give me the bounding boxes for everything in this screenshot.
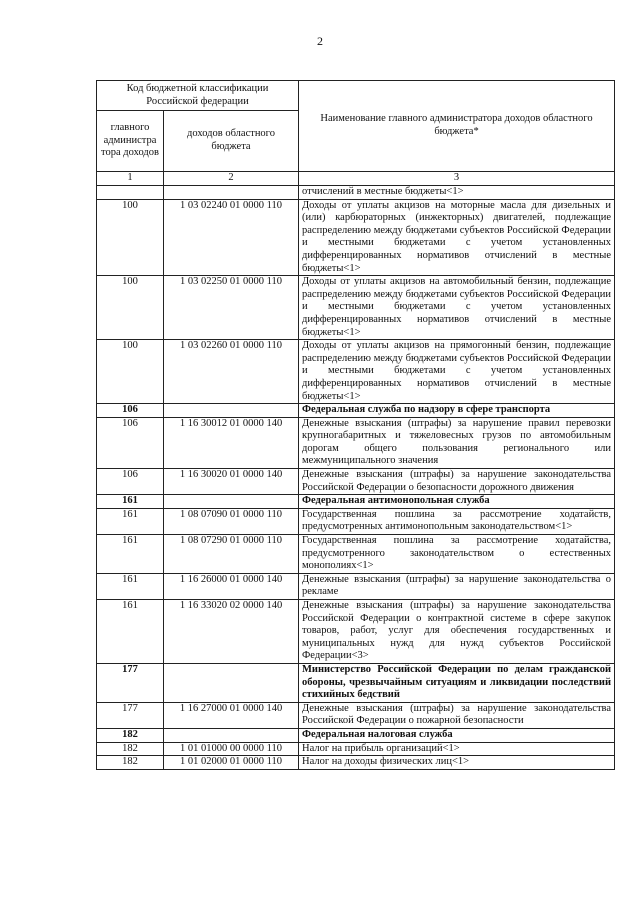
income-code-cell: [164, 495, 299, 509]
table-body: [97, 81, 615, 770]
income-name-cell: Денежные взыскания (штрафы) за нарушение законодательства Российской Федерации о контрактной системе в сфере закупок товаров, работ, услуг для обеспечения государственных и муниципальных нужд для нужд субъектов Российской Федерации<3>: [299, 600, 615, 664]
income-code-cell: 1 16 26000 01 0000 140: [164, 573, 299, 599]
income-code-cell: [164, 663, 299, 702]
income-code-cell: [164, 404, 299, 418]
admin-code-cell: 177: [97, 702, 164, 728]
income-name-cell: Денежные взыскания (штрафы) за нарушение законодательства о рекламе: [299, 573, 615, 599]
table-section-row: [97, 663, 615, 702]
income-name-cell: Государственная пошлина за рассмотрение ходатайства, предусмотренного законодательством о естественных монополиях<1>: [299, 535, 615, 574]
admin-code-cell: 182: [97, 742, 164, 756]
income-code-cell: 1 03 02260 01 0000 110: [164, 340, 299, 404]
header-row-1: [97, 81, 615, 111]
table-row: [97, 186, 615, 200]
income-code-cell: 1 03 02240 01 0000 110: [164, 199, 299, 276]
income-name-cell: Налог на прибыль организаций<1>: [299, 742, 615, 756]
admin-code-cell: 106: [97, 469, 164, 495]
income-code-cell: [164, 728, 299, 742]
income-name-cell: Федеральная антимонопольная служба: [299, 495, 615, 509]
table-row: [97, 702, 615, 728]
header-main-administrator: главного администра тора доходов: [97, 111, 164, 172]
income-code-cell: 1 01 02000 01 0000 110: [164, 756, 299, 770]
income-name-cell: Денежные взыскания (штрафы) за нарушение законодательства Российской Федерации о безопасности дорожного движения: [299, 469, 615, 495]
header-administrator-name: Наименование главного администратора доходов областного бюджета*: [299, 81, 615, 172]
income-code-cell: 1 16 27000 01 0000 140: [164, 702, 299, 728]
table-row: [97, 756, 615, 770]
admin-code-cell: 161: [97, 573, 164, 599]
column-number-row: [97, 172, 615, 186]
admin-code-cell: 106: [97, 404, 164, 418]
income-name-cell: Федеральная налоговая служба: [299, 728, 615, 742]
budget-classification-table: [96, 80, 615, 770]
column-number-3: 3: [299, 172, 615, 186]
table-section-row: [97, 495, 615, 509]
table-row: [97, 508, 615, 534]
income-name-cell: Федеральная служба по надзору в сфере транспорта: [299, 404, 615, 418]
income-code-cell: 1 03 02250 01 0000 110: [164, 276, 299, 340]
header-regional-income: доходов областного бюджета: [164, 111, 299, 172]
income-name-cell: Доходы от уплаты акцизов на автомобильный бензин, подлежащие распределению между бюджетами субъектов Российской Федерации и местными бюджетами с учетом установленных дифференцированных нормативов отчислений в местные бюджеты<1>: [299, 276, 615, 340]
page-number: 2: [317, 34, 323, 48]
income-name-cell: Доходы от уплаты акцизов на прямогонный бензин, подлежащие распределению между бюджетами субъектов Российской Федерации и местными бюджетами с учетом установленных дифференцированных нормативов отчислений в местные бюджеты<1>: [299, 340, 615, 404]
income-code-cell: 1 16 30012 01 0000 140: [164, 417, 299, 468]
income-name-cell: Государственная пошлина за рассмотрение ходатайств, предусмотренных антимонопольным законодательством<1>: [299, 508, 615, 534]
table-row: [97, 199, 615, 276]
admin-code-cell: 182: [97, 756, 164, 770]
income-name-cell: Денежные взыскания (штрафы) за нарушение правил перевозки крупногабаритных и тяжеловесных грузов по автомобильным дорогам общего пользования регионального или межмуниципального значения: [299, 417, 615, 468]
income-name-cell: Налог на доходы физических лиц<1>: [299, 756, 615, 770]
admin-code-cell: [97, 186, 164, 200]
table-row: [97, 469, 615, 495]
income-name-cell: Министерство Российской Федерации по делам гражданской обороны, чрезвычайным ситуациям и ликвидации последствий стихийных бедствий: [299, 663, 615, 702]
income-code-cell: 1 16 30020 01 0000 140: [164, 469, 299, 495]
admin-code-cell: 100: [97, 276, 164, 340]
admin-code-cell: 182: [97, 728, 164, 742]
income-code-cell: [164, 186, 299, 200]
table-section-row: [97, 728, 615, 742]
admin-code-cell: 100: [97, 199, 164, 276]
admin-code-cell: 161: [97, 535, 164, 574]
admin-code-cell: 106: [97, 417, 164, 468]
income-code-cell: 1 01 01000 00 0000 110: [164, 742, 299, 756]
income-code-cell: 1 08 07290 01 0000 110: [164, 535, 299, 574]
table-row: [97, 573, 615, 599]
table-row: [97, 600, 615, 664]
admin-code-cell: 161: [97, 495, 164, 509]
table-row: [97, 417, 615, 468]
admin-code-cell: 100: [97, 340, 164, 404]
income-code-cell: 1 16 33020 02 0000 140: [164, 600, 299, 664]
table-row: [97, 742, 615, 756]
table-row: [97, 276, 615, 340]
table-row: [97, 340, 615, 404]
table-section-row: [97, 404, 615, 418]
income-name-cell: отчислений в местные бюджеты<1>: [299, 186, 615, 200]
admin-code-cell: 161: [97, 508, 164, 534]
income-name-cell: Доходы от уплаты акцизов на моторные масла для дизельных и (или) карбюраторных (инжекторных) двигателей, подлежащие распределению между бюджетами субъектов Российской Федерации и местными бюджетами с учетом установленных дифференцированных нормативов отчислений в местные бюджеты<1>: [299, 199, 615, 276]
income-name-cell: Денежные взыскания (штрафы) за нарушение законодательства Российской Федерации о пожарной безопасности: [299, 702, 615, 728]
column-number-2: 2: [164, 172, 299, 186]
income-code-cell: 1 08 07090 01 0000 110: [164, 508, 299, 534]
admin-code-cell: 177: [97, 663, 164, 702]
column-number-1: 1: [97, 172, 164, 186]
table-row: [97, 535, 615, 574]
header-budget-code: Код бюджетной классификации Российской федерации: [97, 81, 299, 111]
admin-code-cell: 161: [97, 600, 164, 664]
